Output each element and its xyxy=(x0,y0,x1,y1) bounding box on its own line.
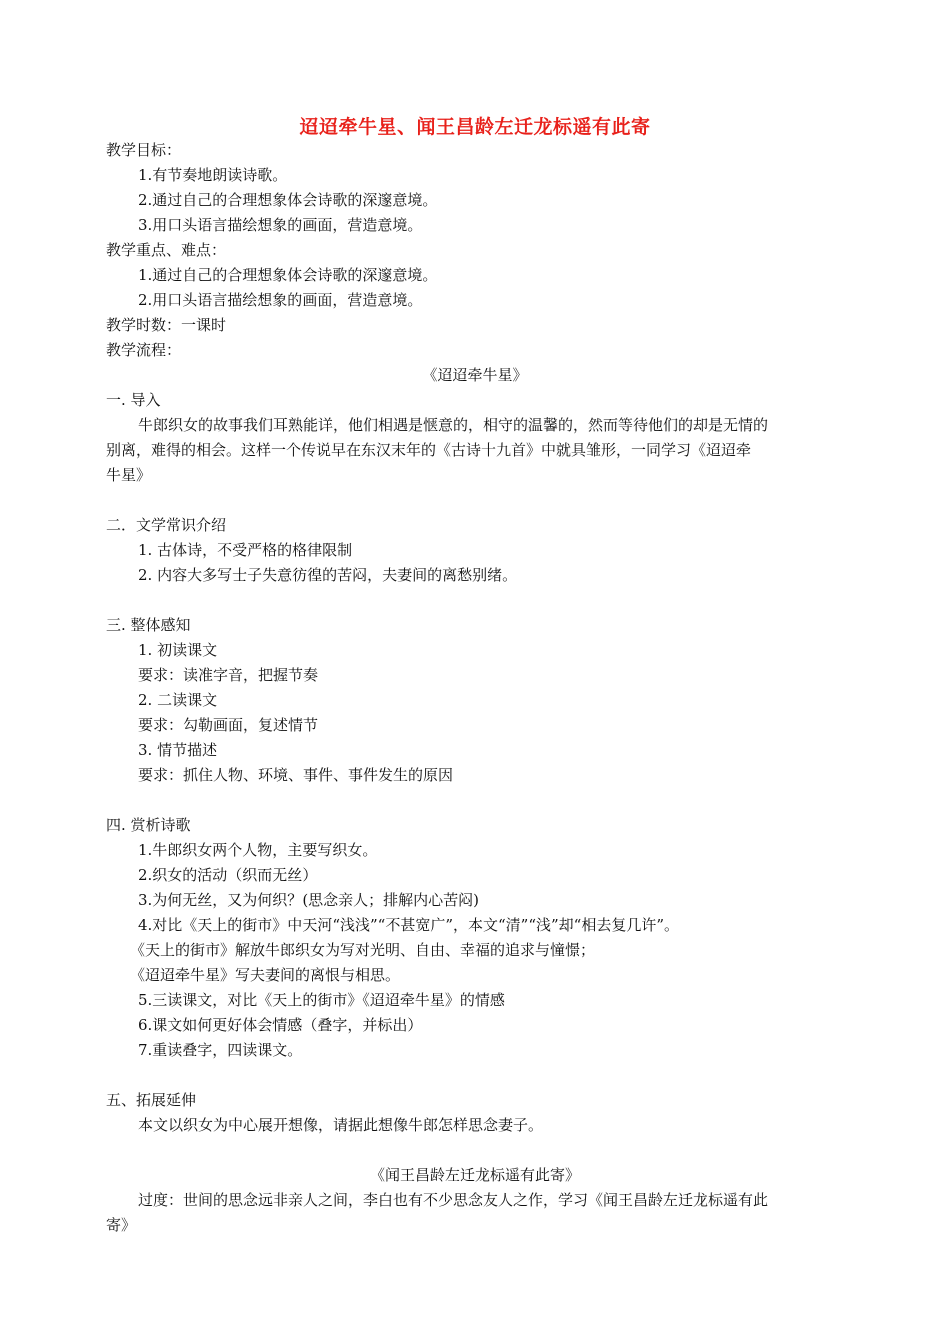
teaching-hours: 教学时数：一课时 xyxy=(106,316,227,334)
section2-heading: 二．文学常识介绍 xyxy=(106,516,227,534)
section4-item: 6.课文如何更好体会情感（叠字，并标出） xyxy=(138,1016,423,1034)
goal-item: 1.有节奏地朗读诗歌。 xyxy=(138,166,288,184)
section4-item: 7.重读叠字，四读课文。 xyxy=(138,1041,303,1059)
section3-item: 要求：读准字音，把握节奏 xyxy=(138,666,319,684)
section3-item: 3. 情节描述 xyxy=(138,741,218,759)
section3-item: 1. 初读课文 xyxy=(138,641,218,659)
section2-item: 2. 内容大多写士子失意彷徨的苦闷，夫妻间的离愁别绪。 xyxy=(138,566,518,584)
section3-item: 2. 二读课文 xyxy=(138,691,218,709)
section4-heading: 四. 赏析诗歌 xyxy=(106,816,191,834)
section1-heading: 一. 导入 xyxy=(106,391,161,409)
section5-paragraph: 本文以织女为中心展开想像，请据此想像牛郎怎样思念妻子。 xyxy=(138,1116,544,1134)
section4-item: 1.牛郎织女两个人物，主要写织女。 xyxy=(138,841,378,859)
section3-item: 要求：勾勒画面，复述情节 xyxy=(138,716,319,734)
flow-heading: 教学流程： xyxy=(106,341,182,359)
goals-heading: 教学目标： xyxy=(106,141,182,159)
goal-item: 3.用口头语言描绘想象的画面，营造意境。 xyxy=(138,216,423,234)
section4-item: 2.织女的活动（织而无丝） xyxy=(138,866,318,884)
key-points-heading: 教学重点、难点： xyxy=(106,241,227,259)
section4-item: 5.三读课文，对比《天上的街市》《迢迢牵牛星》的情感 xyxy=(138,991,505,1009)
section3-heading: 三. 整体感知 xyxy=(106,616,191,634)
key-point-item: 1.通过自己的合理想象体会诗歌的深邃意境。 xyxy=(138,266,438,284)
section1-paragraph-line: 别离，难得的相会。这样一个传说早在东汉末年的《古诗十九首》中就具雏形，一同学习《迢迢牵 xyxy=(106,441,752,459)
key-point-item: 2.用口头语言描绘想象的画面，营造意境。 xyxy=(138,291,423,309)
poem1-title: 《迢迢牵牛星》 xyxy=(422,366,528,384)
section3-item: 要求：抓住人物、环境、事件、事件发生的原因 xyxy=(138,766,454,784)
section4-item: 《迢迢牵牛星》写夫妻间的离恨与相思。 xyxy=(130,966,401,984)
section4-item: 4.对比《天上的街市》中天河“浅浅”“不甚宽广”，本文“清”“浅”却“相去复几许”。 xyxy=(138,916,679,934)
section4-item: 3.为何无丝，又为何织？(思念亲人；排解内心苦闷) xyxy=(138,891,480,909)
section1-paragraph-line: 牛星》 xyxy=(106,466,152,484)
goal-item: 2.通过自己的合理想象体会诗歌的深邃意境。 xyxy=(138,191,438,209)
section5-heading: 五、拓展延伸 xyxy=(106,1091,197,1109)
section2-item: 1. 古体诗，不受严格的格律限制 xyxy=(138,541,353,559)
poem2-title: 《闻王昌龄左迁龙标遥有此寄》 xyxy=(369,1166,580,1184)
section1-paragraph-line: 牛郎织女的故事我们耳熟能详，他们相遇是惬意的，相守的温馨的，然而等待他们的却是无情的 xyxy=(138,416,769,434)
transition-paragraph-line: 寄》 xyxy=(106,1216,137,1234)
transition-paragraph-line: 过度：世间的思念远非亲人之间，李白也有不少思念友人之作，学习《闻王昌龄左迁龙标遥有此 xyxy=(138,1191,769,1209)
section4-item: 《天上的街市》解放牛郎织女为写对光明、自由、幸福的追求与憧憬； xyxy=(130,941,596,959)
document-title: 迢迢牵牛星、闻王昌龄左迁龙标遥有此寄 xyxy=(299,116,651,138)
